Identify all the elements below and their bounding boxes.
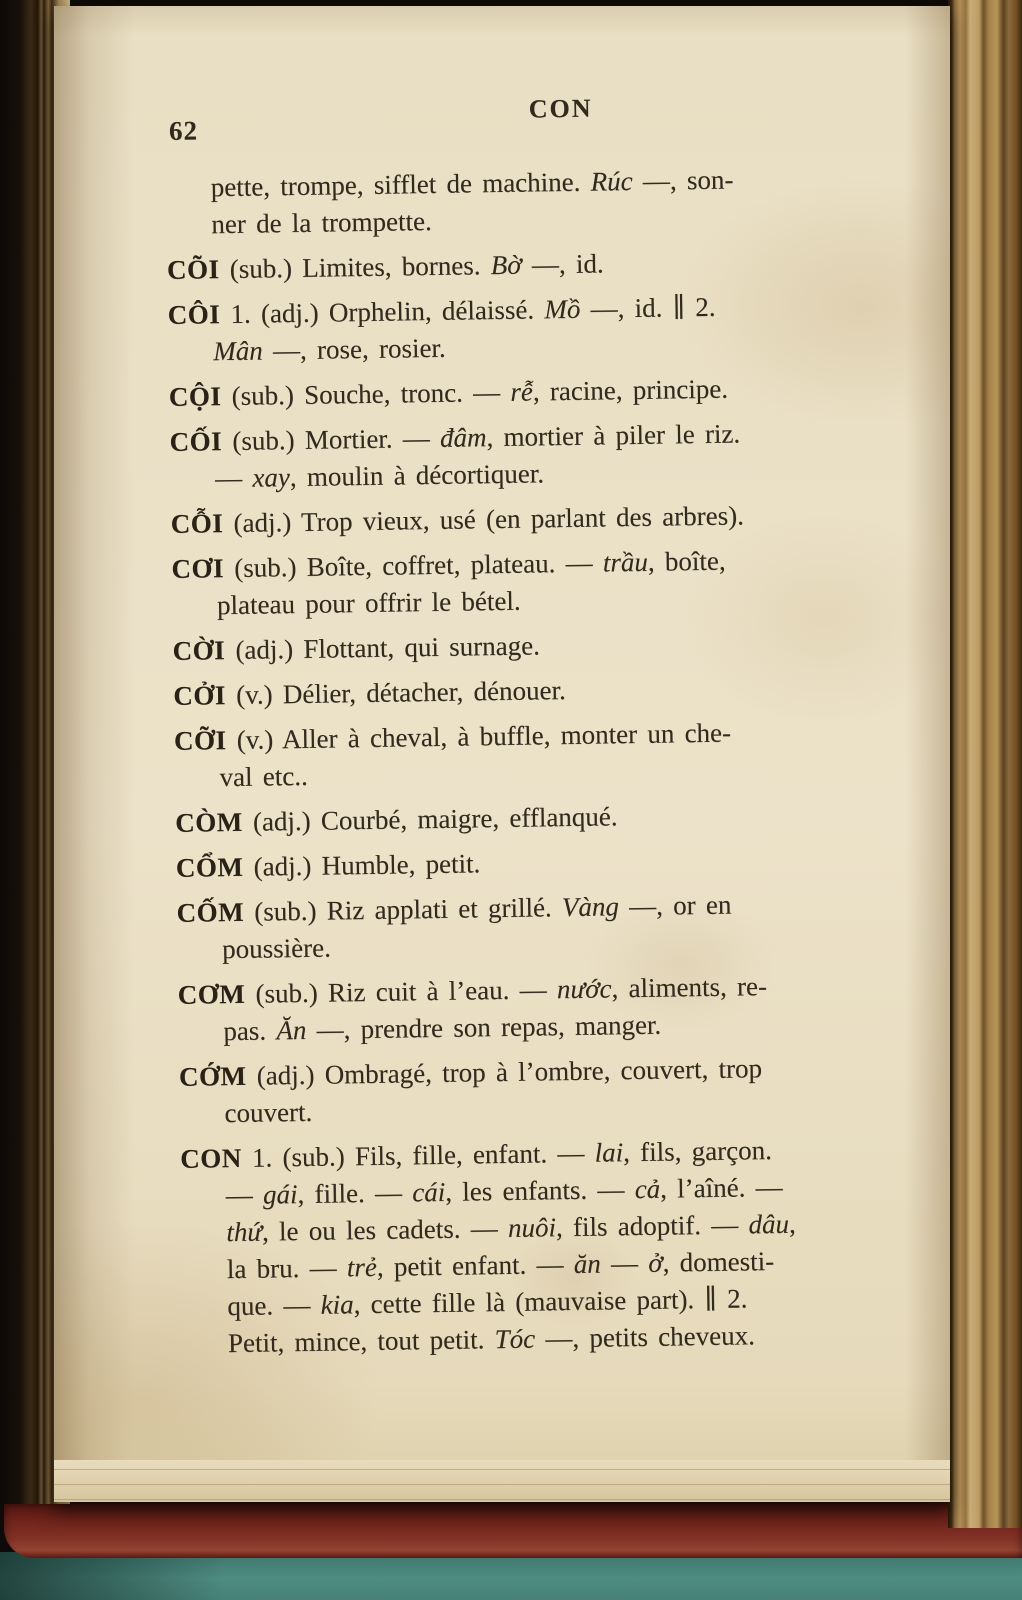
vietnamese-term: cả [634,1173,661,1205]
vietnamese-term: cái [412,1176,446,1208]
entry-text: , l’aîné. — [659,1171,783,1204]
entry-text: val etc.. [219,760,308,793]
entry-headword: CÒM [175,806,243,838]
entry-text: , le ou les cadets. — [261,1212,509,1247]
entry-text: la bru. — [226,1252,348,1285]
vietnamese-term: dâu [748,1208,790,1240]
dictionary-entry [171,539,964,625]
entry-headword: CÕI [166,254,220,285]
entry-text: —, petits cheveux. [534,1320,756,1354]
entry-headword: CÔI [167,299,221,330]
dictionary-entry [179,1047,972,1133]
entry-text: (adj.) Flottant, qui surnage. [224,630,541,666]
page-number: 62 [168,115,199,146]
entry-text: — [600,1247,649,1279]
book-cover-edge [4,1496,1022,1558]
entry-headword: CỚM [178,1060,247,1092]
entry-text: , aliments, re- [611,971,768,1004]
vietnamese-term: Bờ [490,249,522,281]
vietnamese-term: kia [320,1289,354,1320]
dictionary-entry [166,158,959,244]
entry-text: , cette fille là (mauvaise part). ∥ 2. [353,1283,748,1320]
entry-text: 1. (adj.) Orphelin, délaissé. [219,294,545,330]
entry-text: , moulin à décortiquer. [289,458,545,493]
entry-headword: CƠM [177,978,246,1010]
entry-text: —, or en [618,889,732,922]
dictionary-entry [176,883,969,969]
entry-headword: CỘI [168,381,222,412]
entry-text: (sub.) Souche, tronc. — [221,376,511,412]
vietnamese-term: Rúc [590,165,633,197]
entry-text: poussière. [221,932,332,965]
entry-text: , les enfants. — [445,1174,635,1207]
vietnamese-term: Tóc [494,1323,536,1355]
vietnamese-term: ăn [573,1248,601,1279]
dictionary-entry [174,711,967,797]
entry-headword: CỐI [169,426,223,457]
entry-text: —, prendre son repas, manger. [306,1009,662,1045]
entry-headword: CỐM [176,896,245,928]
vietnamese-term: ở [648,1247,663,1278]
entry-text: plateau pour offrir le bétel. [216,585,521,621]
entry-text: (sub.) Mortier. — [221,422,441,457]
entry-text: 1. (sub.) Fils, fille, enfant. — [241,1137,595,1173]
dictionary-entry [171,494,963,543]
vietnamese-term: đâm [439,422,487,453]
entry-text: , domesti- [662,1246,775,1278]
entry-headword: CỠI [173,725,227,756]
dictionary-entry [176,838,968,887]
entry-text: , fils adoptif. — [555,1209,749,1243]
entry-headword: CỞI [173,680,227,711]
entry-text: , [788,1208,796,1239]
entry-text: — [225,1179,264,1211]
entry-text: pas. [223,1015,277,1047]
dictionary-entry [167,240,959,289]
entry-text: (sub.) Riz applati et grillé. [243,892,563,927]
page-content [165,88,976,1371]
dictionary-entries [166,158,976,1363]
text-line [171,494,963,543]
entry-headword: CỜI [172,635,226,666]
dictionary-entry [175,793,967,842]
text-line [176,838,968,887]
dictionary-entry [169,367,961,416]
text-line [172,621,964,670]
entry-text: , boîte, [647,545,726,577]
entry-text: (v.) Aller à cheval, à buffle, monter un che- [226,717,732,756]
entry-text: ner de la trompette. [211,205,432,240]
entry-headword: CỖI [170,508,224,539]
entry-text: (adj.) Ombragé, trop à l’ombre, couvert, trop [246,1053,763,1091]
dictionary-entry [180,1129,975,1363]
vietnamese-term: trẻ [346,1251,378,1283]
entry-headword: CON [179,1142,242,1174]
vietnamese-term: nuôi [507,1212,557,1243]
vietnamese-term: rễ [510,376,534,407]
entry-text: , racine, principe. [532,373,729,407]
vietnamese-term: lai [594,1137,624,1168]
entry-text: (adj.) Courbé, maigre, efflanqué. [242,801,618,837]
vietnamese-term: gái [262,1179,298,1210]
entry-text: , petit enfant. — [376,1248,574,1282]
page-bottom-edges [54,1460,950,1502]
entry-text: —, son- [632,164,734,196]
text-line [175,793,967,842]
running-head: CON [528,93,593,124]
entry-text: —, rose, rosier. [262,332,446,366]
entry-text: , fille. — [297,1177,413,1210]
entry-text: (sub.) Boîte, coffret, plateau. — [223,547,604,584]
entry-text: , mortier à piler le riz. [486,418,741,453]
entry-text: (sub.) Riz cuit à l’eau. — [245,974,558,1009]
entry-headword: CỔM [175,851,244,883]
dictionary-entry [172,621,964,670]
book-page [54,6,950,1502]
entry-text: — [214,462,253,494]
dictionary-entry [167,285,960,371]
entry-text: (adj.) Humble, petit. [243,848,481,882]
vietnamese-term: Vàng [561,891,620,923]
entry-text: pette, trompe, sifflet de machine. [210,166,591,203]
page-header [165,88,958,148]
text-line [173,666,965,715]
vietnamese-term: Mồ [544,293,581,325]
table-surface [0,1552,1022,1600]
vietnamese-term: thứ [226,1216,263,1248]
dictionary-entry [178,965,971,1051]
text-line [167,240,959,289]
vietnamese-term: xay [252,462,291,493]
vietnamese-term: Ăn [276,1014,307,1046]
dictionary-entry [169,412,962,498]
vietnamese-term: trầu [602,546,649,578]
text-line [169,367,961,416]
entry-headword: CƠI [171,553,225,584]
entry-text: (adj.) Trop vieux, usé (en parlant des arbres). [223,500,745,539]
entry-text: (v.) Délier, détacher, dénouer. [225,675,566,711]
dictionary-entry [173,666,965,715]
entry-text: , fils, garçon. [622,1135,773,1168]
entry-text: —, id. [521,248,604,280]
entry-text: (sub.) Limites, bornes. [219,250,491,285]
vietnamese-term: nước [556,973,612,1005]
vietnamese-term: Mân [213,335,263,367]
entry-text: que. — [227,1289,321,1322]
entry-text: —, id. ∥ 2. [580,291,716,324]
entry-text: Petit, mince, tout petit. [227,1324,495,1359]
entry-text: couvert. [224,1096,313,1129]
